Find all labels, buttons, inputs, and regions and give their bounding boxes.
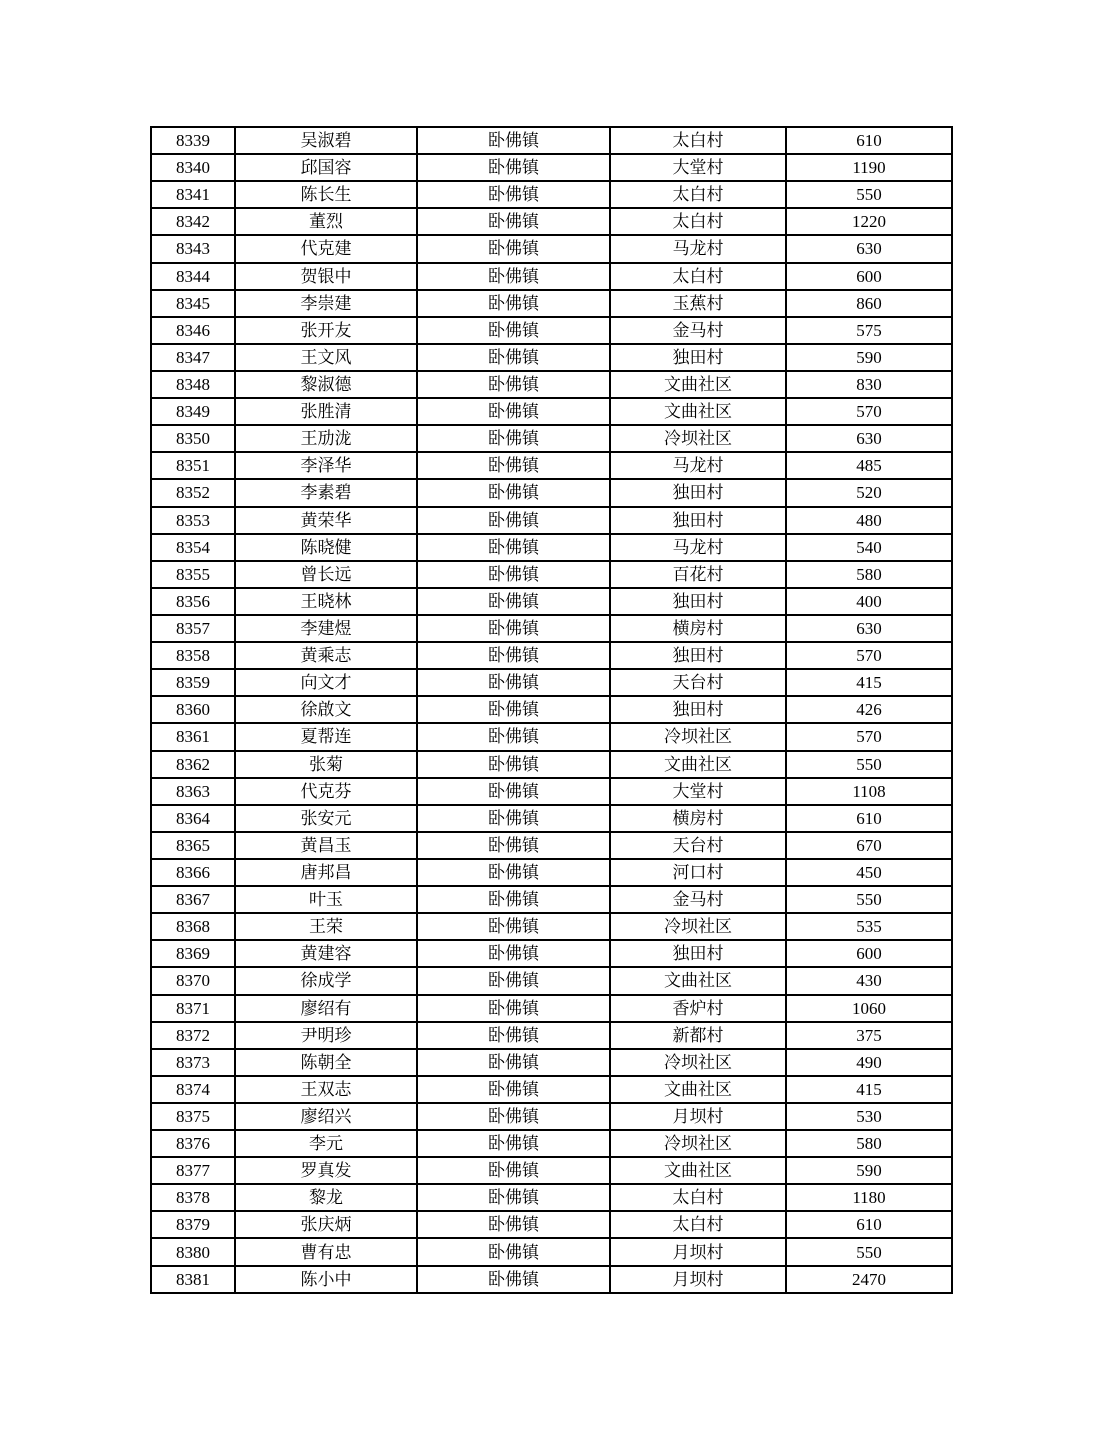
cell-village: 独田村 [610,588,786,615]
cell-id: 8379 [151,1211,235,1238]
cell-town: 卧佛镇 [417,805,610,832]
cell-name: 张安元 [235,805,417,832]
cell-id: 8364 [151,805,235,832]
cell-village: 文曲社区 [610,398,786,425]
cell-amount: 450 [786,859,952,886]
cell-name: 徐啟文 [235,696,417,723]
table-row [151,778,952,805]
cell-town: 卧佛镇 [417,290,610,317]
cell-id: 8371 [151,995,235,1022]
table-row [151,1076,952,1103]
cell-name: 陈晓健 [235,534,417,561]
table-row [151,235,952,262]
cell-village: 太白村 [610,208,786,235]
cell-name: 黄建容 [235,940,417,967]
cell-name: 向文才 [235,669,417,696]
cell-amount: 490 [786,1049,952,1076]
cell-id: 8345 [151,290,235,317]
table-row [151,1049,952,1076]
cell-village: 冷坝社区 [610,723,786,750]
cell-town: 卧佛镇 [417,940,610,967]
cell-id: 8377 [151,1157,235,1184]
cell-amount: 415 [786,669,952,696]
table-row [151,696,952,723]
cell-name: 黄乘志 [235,642,417,669]
table-row [151,154,952,181]
cell-amount: 375 [786,1022,952,1049]
cell-village: 独田村 [610,642,786,669]
table-row [151,967,952,994]
cell-town: 卧佛镇 [417,534,610,561]
cell-village: 独田村 [610,479,786,506]
cell-name: 王晓林 [235,588,417,615]
cell-name: 罗真发 [235,1157,417,1184]
table-row [151,1238,952,1265]
cell-name: 李素碧 [235,479,417,506]
cell-town: 卧佛镇 [417,398,610,425]
cell-village: 马龙村 [610,534,786,561]
cell-village: 独田村 [610,344,786,371]
table-row [151,181,952,208]
cell-id: 8359 [151,669,235,696]
cell-village: 香炉村 [610,995,786,1022]
cell-village: 横房村 [610,615,786,642]
cell-amount: 1108 [786,778,952,805]
cell-amount: 530 [786,1103,952,1130]
cell-name: 李建煜 [235,615,417,642]
cell-town: 卧佛镇 [417,1184,610,1211]
cell-town: 卧佛镇 [417,967,610,994]
cell-town: 卧佛镇 [417,1103,610,1130]
cell-id: 8354 [151,534,235,561]
cell-village: 太白村 [610,181,786,208]
cell-id: 8343 [151,235,235,262]
cell-name: 张胜清 [235,398,417,425]
table-row [151,669,952,696]
cell-name: 叶玉 [235,886,417,913]
cell-town: 卧佛镇 [417,723,610,750]
cell-village: 金马村 [610,317,786,344]
table-row [151,561,952,588]
cell-village: 金马村 [610,886,786,913]
cell-id: 8370 [151,967,235,994]
cell-name: 黄荣华 [235,507,417,534]
cell-village: 太白村 [610,263,786,290]
cell-id: 8342 [151,208,235,235]
cell-amount: 860 [786,290,952,317]
table-row [151,371,952,398]
table-row [151,1022,952,1049]
table-row [151,1211,952,1238]
cell-id: 8353 [151,507,235,534]
table-row [151,723,952,750]
cell-amount: 480 [786,507,952,534]
cell-id: 8373 [151,1049,235,1076]
cell-town: 卧佛镇 [417,263,610,290]
cell-amount: 535 [786,913,952,940]
table-row [151,425,952,452]
cell-id: 8347 [151,344,235,371]
cell-amount: 426 [786,696,952,723]
cell-name: 徐成学 [235,967,417,994]
cell-id: 8378 [151,1184,235,1211]
table-row [151,886,952,913]
cell-village: 文曲社区 [610,1076,786,1103]
cell-town: 卧佛镇 [417,344,610,371]
cell-amount: 630 [786,615,952,642]
cell-town: 卧佛镇 [417,696,610,723]
cell-id: 8367 [151,886,235,913]
cell-amount: 630 [786,235,952,262]
table-row [151,263,952,290]
cell-name: 曾长远 [235,561,417,588]
cell-village: 月坝村 [610,1266,786,1293]
cell-amount: 590 [786,344,952,371]
table-row [151,1130,952,1157]
cell-amount: 550 [786,886,952,913]
cell-town: 卧佛镇 [417,1266,610,1293]
table-row [151,398,952,425]
cell-village: 天台村 [610,832,786,859]
cell-town: 卧佛镇 [417,1130,610,1157]
cell-amount: 575 [786,317,952,344]
cell-name: 张菊 [235,751,417,778]
cell-town: 卧佛镇 [417,208,610,235]
cell-amount: 430 [786,967,952,994]
cell-town: 卧佛镇 [417,1022,610,1049]
cell-name: 李崇建 [235,290,417,317]
cell-id: 8375 [151,1103,235,1130]
table-row [151,995,952,1022]
cell-amount: 550 [786,1238,952,1265]
cell-id: 8350 [151,425,235,452]
table-row [151,290,952,317]
table-row [151,507,952,534]
cell-name: 陈小中 [235,1266,417,1293]
cell-town: 卧佛镇 [417,154,610,181]
table-row [151,940,952,967]
cell-town: 卧佛镇 [417,235,610,262]
cell-town: 卧佛镇 [417,1049,610,1076]
cell-village: 河口村 [610,859,786,886]
roster-table-body [151,127,952,1293]
cell-town: 卧佛镇 [417,181,610,208]
table-row [151,1157,952,1184]
table-row [151,208,952,235]
cell-id: 8340 [151,154,235,181]
cell-amount: 550 [786,181,952,208]
cell-amount: 670 [786,832,952,859]
table-row [151,615,952,642]
cell-amount: 580 [786,561,952,588]
cell-town: 卧佛镇 [417,995,610,1022]
cell-village: 独田村 [610,507,786,534]
cell-id: 8339 [151,127,235,154]
cell-town: 卧佛镇 [417,1076,610,1103]
cell-town: 卧佛镇 [417,1157,610,1184]
cell-village: 新都村 [610,1022,786,1049]
cell-id: 8369 [151,940,235,967]
cell-id: 8361 [151,723,235,750]
cell-name: 廖绍有 [235,995,417,1022]
cell-amount: 520 [786,479,952,506]
cell-amount: 610 [786,1211,952,1238]
cell-village: 百花村 [610,561,786,588]
cell-amount: 600 [786,263,952,290]
cell-amount: 1180 [786,1184,952,1211]
cell-name: 李泽华 [235,452,417,479]
roster-table [150,126,953,1294]
cell-name: 廖绍兴 [235,1103,417,1130]
cell-name: 王文风 [235,344,417,371]
cell-town: 卧佛镇 [417,127,610,154]
cell-id: 8352 [151,479,235,506]
cell-amount: 570 [786,642,952,669]
cell-name: 王荣 [235,913,417,940]
cell-name: 李元 [235,1130,417,1157]
cell-id: 8358 [151,642,235,669]
cell-village: 玉蕉村 [610,290,786,317]
cell-town: 卧佛镇 [417,886,610,913]
cell-name: 张开友 [235,317,417,344]
cell-village: 冷坝社区 [610,425,786,452]
cell-amount: 600 [786,940,952,967]
cell-town: 卧佛镇 [417,642,610,669]
cell-id: 8357 [151,615,235,642]
cell-name: 王劢泷 [235,425,417,452]
cell-village: 太白村 [610,127,786,154]
table-row [151,479,952,506]
cell-name: 代克建 [235,235,417,262]
table-row [151,913,952,940]
cell-name: 尹明珍 [235,1022,417,1049]
cell-amount: 1190 [786,154,952,181]
cell-amount: 570 [786,723,952,750]
cell-town: 卧佛镇 [417,913,610,940]
cell-id: 8372 [151,1022,235,1049]
table-row [151,642,952,669]
cell-id: 8368 [151,913,235,940]
cell-town: 卧佛镇 [417,507,610,534]
table-row [151,832,952,859]
table-row [151,317,952,344]
table-row [151,1184,952,1211]
cell-name: 代克芬 [235,778,417,805]
cell-name: 邱国容 [235,154,417,181]
cell-town: 卧佛镇 [417,832,610,859]
cell-town: 卧佛镇 [417,669,610,696]
cell-id: 8355 [151,561,235,588]
table-row [151,534,952,561]
cell-id: 8380 [151,1238,235,1265]
table-row [151,751,952,778]
table-row [151,1103,952,1130]
table-row [151,1266,952,1293]
cell-village: 文曲社区 [610,751,786,778]
cell-amount: 1060 [786,995,952,1022]
cell-name: 贺银中 [235,263,417,290]
cell-id: 8349 [151,398,235,425]
cell-village: 文曲社区 [610,967,786,994]
cell-name: 黎龙 [235,1184,417,1211]
cell-amount: 610 [786,127,952,154]
cell-amount: 415 [786,1076,952,1103]
cell-name: 黄昌玉 [235,832,417,859]
cell-name: 唐邦昌 [235,859,417,886]
cell-amount: 590 [786,1157,952,1184]
cell-id: 8346 [151,317,235,344]
cell-id: 8360 [151,696,235,723]
cell-amount: 570 [786,398,952,425]
cell-name: 陈长生 [235,181,417,208]
cell-name: 董烈 [235,208,417,235]
cell-village: 大堂村 [610,154,786,181]
cell-town: 卧佛镇 [417,1238,610,1265]
cell-village: 马龙村 [610,235,786,262]
cell-amount: 830 [786,371,952,398]
table-row [151,344,952,371]
cell-village: 马龙村 [610,452,786,479]
cell-village: 大堂村 [610,778,786,805]
cell-town: 卧佛镇 [417,588,610,615]
cell-id: 8381 [151,1266,235,1293]
cell-town: 卧佛镇 [417,317,610,344]
cell-town: 卧佛镇 [417,1211,610,1238]
cell-id: 8344 [151,263,235,290]
cell-amount: 400 [786,588,952,615]
cell-name: 张庆炳 [235,1211,417,1238]
cell-amount: 540 [786,534,952,561]
cell-village: 天台村 [610,669,786,696]
cell-village: 月坝村 [610,1238,786,1265]
cell-id: 8366 [151,859,235,886]
cell-id: 8376 [151,1130,235,1157]
cell-village: 横房村 [610,805,786,832]
cell-id: 8341 [151,181,235,208]
cell-village: 独田村 [610,696,786,723]
cell-village: 冷坝社区 [610,1130,786,1157]
cell-town: 卧佛镇 [417,371,610,398]
cell-name: 陈朝全 [235,1049,417,1076]
cell-town: 卧佛镇 [417,425,610,452]
cell-town: 卧佛镇 [417,615,610,642]
cell-village: 冷坝社区 [610,913,786,940]
cell-town: 卧佛镇 [417,751,610,778]
cell-name: 曹有忠 [235,1238,417,1265]
table-row [151,805,952,832]
cell-name: 黎淑德 [235,371,417,398]
cell-village: 文曲社区 [610,1157,786,1184]
cell-id: 8351 [151,452,235,479]
cell-name: 吴淑碧 [235,127,417,154]
cell-id: 8365 [151,832,235,859]
cell-town: 卧佛镇 [417,859,610,886]
cell-amount: 485 [786,452,952,479]
cell-amount: 2470 [786,1266,952,1293]
cell-amount: 630 [786,425,952,452]
table-row [151,452,952,479]
cell-name: 夏帮连 [235,723,417,750]
cell-id: 8362 [151,751,235,778]
cell-name: 王双志 [235,1076,417,1103]
cell-id: 8356 [151,588,235,615]
cell-village: 月坝村 [610,1103,786,1130]
table-row [151,588,952,615]
cell-town: 卧佛镇 [417,778,610,805]
cell-town: 卧佛镇 [417,561,610,588]
cell-id: 8348 [151,371,235,398]
cell-amount: 550 [786,751,952,778]
cell-village: 太白村 [610,1184,786,1211]
cell-amount: 1220 [786,208,952,235]
cell-village: 独田村 [610,940,786,967]
cell-village: 太白村 [610,1211,786,1238]
cell-town: 卧佛镇 [417,452,610,479]
cell-village: 冷坝社区 [610,1049,786,1076]
cell-id: 8374 [151,1076,235,1103]
cell-amount: 580 [786,1130,952,1157]
table-row [151,127,952,154]
cell-village: 文曲社区 [610,371,786,398]
cell-amount: 610 [786,805,952,832]
table-row [151,859,952,886]
cell-town: 卧佛镇 [417,479,610,506]
cell-id: 8363 [151,778,235,805]
